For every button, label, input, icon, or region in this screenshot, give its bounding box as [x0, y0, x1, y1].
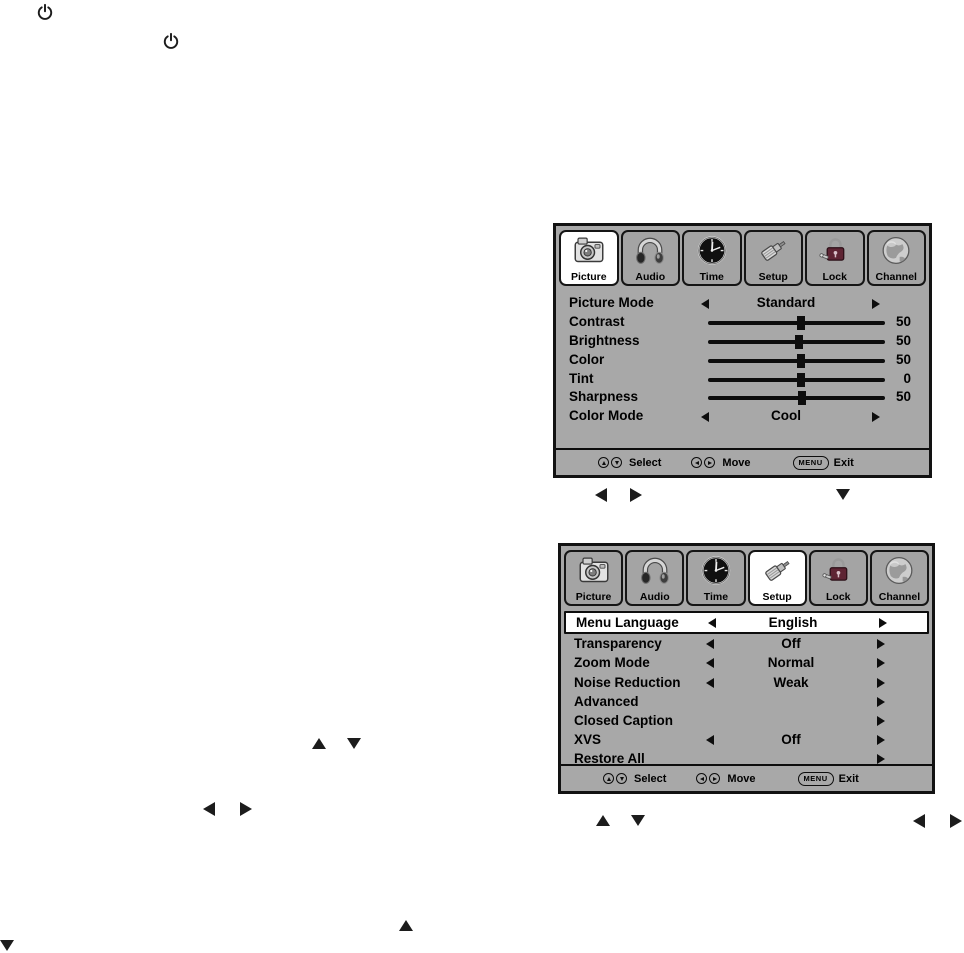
- up-triangle-icon: [312, 738, 326, 749]
- tab-label: Picture: [570, 271, 607, 283]
- row-value: 0: [903, 370, 911, 386]
- row-label: Contrast: [569, 313, 625, 329]
- menu-row-color-mode[interactable]: [556, 407, 929, 426]
- connector-icon: [757, 234, 790, 267]
- left-arrow-icon[interactable]: [708, 618, 716, 628]
- tab-label: Setup: [762, 591, 792, 603]
- menu-row-advanced[interactable]: [561, 692, 932, 711]
- menu-row-brightness[interactable]: [556, 332, 929, 351]
- tab-setup[interactable]: [744, 230, 804, 286]
- menu-row-noise-reduction[interactable]: [561, 673, 932, 692]
- lock-icon: [822, 554, 855, 587]
- row-label: Zoom Mode: [574, 655, 650, 671]
- tab-label: Audio: [639, 591, 670, 603]
- menu-row-transparency[interactable]: [561, 634, 932, 653]
- right-arrow-icon[interactable]: [877, 735, 885, 745]
- left-arrow-icon[interactable]: [706, 658, 714, 668]
- tab-label: Lock: [822, 271, 847, 283]
- right-arrow-icon[interactable]: [872, 299, 880, 309]
- right-arrow-icon[interactable]: [872, 412, 880, 422]
- tab-time[interactable]: [686, 550, 745, 606]
- camera-icon: [577, 554, 610, 587]
- power-icon: [36, 3, 54, 21]
- tab-label: Time: [699, 271, 724, 283]
- right-arrow-icon[interactable]: [877, 658, 885, 668]
- up-circle-icon: [603, 773, 614, 784]
- left-arrow-icon[interactable]: [701, 412, 709, 422]
- down-triangle-icon: [0, 940, 14, 951]
- connector-icon: [761, 554, 794, 587]
- row-label: Sharpness: [569, 389, 639, 405]
- menu-items: [561, 611, 932, 769]
- right-arrow-icon[interactable]: [877, 678, 885, 688]
- menu-row-color[interactable]: [556, 351, 929, 370]
- exit-hint-label: Exit: [833, 456, 854, 469]
- menu-row-xvs[interactable]: [561, 730, 932, 749]
- right-arrow-icon[interactable]: [877, 639, 885, 649]
- right-arrow-icon[interactable]: [877, 697, 885, 707]
- slider-track[interactable]: [708, 340, 885, 344]
- tab-label: Lock: [826, 591, 851, 603]
- setup-menu-screenshot: [558, 543, 935, 794]
- select-hint-label: Select: [634, 772, 667, 785]
- menu-row-picture-mode[interactable]: [556, 294, 929, 313]
- slider-track[interactable]: [708, 359, 885, 363]
- up-triangle-icon: [399, 920, 413, 931]
- tab-channel[interactable]: [870, 550, 929, 606]
- move-hint-label: Move: [722, 456, 751, 469]
- clock-icon: [699, 554, 732, 587]
- left-arrow-icon[interactable]: [706, 639, 714, 649]
- right-arrow-icon[interactable]: [877, 716, 885, 726]
- row-label: Menu Language: [576, 615, 679, 630]
- globe-icon: [883, 554, 916, 587]
- up-circle-icon: [598, 457, 609, 468]
- row-label: Noise Reduction: [574, 674, 681, 690]
- left-circle-icon: [696, 773, 707, 784]
- slider-knob[interactable]: [797, 373, 805, 387]
- globe-icon: [880, 234, 913, 267]
- row-label: Color Mode: [569, 408, 644, 424]
- tab-label: Time: [703, 591, 729, 603]
- row-label: Restore All: [574, 751, 645, 767]
- left-triangle-icon: [203, 802, 215, 816]
- row-value: 50: [895, 389, 911, 405]
- menu-row-zoom-mode[interactable]: [561, 653, 932, 672]
- left-triangle-icon: [595, 488, 607, 502]
- row-label: Color: [569, 351, 605, 367]
- menu-row-tint[interactable]: [556, 370, 929, 389]
- menu-items: [556, 294, 929, 426]
- left-arrow-icon[interactable]: [706, 735, 714, 745]
- tab-picture[interactable]: [559, 230, 619, 286]
- row-value: Weak: [773, 674, 809, 690]
- tab-picture[interactable]: [564, 550, 623, 606]
- menu-hint-bar: [556, 448, 929, 475]
- row-value: 50: [895, 332, 911, 348]
- menu-row-sharpness[interactable]: [556, 388, 929, 407]
- right-arrow-icon[interactable]: [879, 618, 887, 628]
- tab-lock[interactable]: [805, 230, 865, 286]
- tab-label: Channel: [875, 271, 917, 283]
- menu-tab-bar: [561, 546, 932, 606]
- select-hint-label: Select: [629, 456, 662, 469]
- right-arrow-icon[interactable]: [877, 754, 885, 764]
- row-value: Off: [781, 732, 801, 748]
- tab-time[interactable]: [682, 230, 742, 286]
- row-value: Off: [781, 636, 801, 652]
- tab-channel[interactable]: [867, 230, 927, 286]
- lock-icon: [818, 234, 851, 267]
- down-circle-icon: [616, 773, 627, 784]
- row-label: Closed Caption: [574, 712, 674, 728]
- slider-knob[interactable]: [795, 335, 803, 349]
- menu-row-menu-language[interactable]: [564, 611, 929, 634]
- right-triangle-icon: [630, 488, 642, 502]
- down-triangle-icon: [631, 815, 645, 826]
- row-value: Standard: [756, 295, 816, 310]
- headphones-icon: [634, 234, 667, 267]
- row-value: 50: [895, 313, 911, 329]
- tab-label: Audio: [635, 271, 666, 283]
- row-label: XVS: [574, 732, 602, 748]
- slider-knob[interactable]: [798, 391, 806, 405]
- down-triangle-icon: [836, 489, 850, 500]
- menu-row-closed-caption[interactable]: [561, 711, 932, 730]
- tab-label: Setup: [758, 271, 788, 283]
- camera-icon: [572, 234, 605, 267]
- right-triangle-icon: [950, 814, 962, 828]
- row-label: Advanced: [574, 693, 639, 709]
- row-value: Cool: [771, 408, 801, 424]
- row-label: Transparency: [574, 636, 662, 652]
- menu-hint-bar: [561, 764, 932, 791]
- row-label: Tint: [569, 370, 594, 386]
- picture-menu-screenshot: [553, 223, 932, 478]
- left-arrow-icon[interactable]: [706, 678, 714, 688]
- tab-audio[interactable]: [621, 230, 681, 286]
- row-label: Picture Mode: [569, 295, 654, 310]
- slider-track[interactable]: [708, 378, 885, 382]
- tab-label: Channel: [878, 591, 921, 603]
- row-value: Normal: [767, 655, 815, 671]
- left-circle-icon: [691, 457, 702, 468]
- row-value: 50: [895, 351, 911, 367]
- right-circle-icon: [709, 773, 720, 784]
- row-label: Brightness: [569, 332, 640, 348]
- move-hint-label: Move: [727, 772, 756, 785]
- left-arrow-icon[interactable]: [701, 299, 709, 309]
- left-triangle-icon: [913, 814, 925, 828]
- menu-button-pill: MENU: [798, 772, 834, 786]
- row-value: English: [768, 615, 818, 630]
- menu-row-contrast[interactable]: [556, 313, 929, 332]
- up-triangle-icon: [596, 815, 610, 826]
- clock-icon: [695, 234, 728, 267]
- headphones-icon: [638, 554, 671, 587]
- tab-lock[interactable]: [809, 550, 868, 606]
- slider-knob[interactable]: [797, 354, 805, 368]
- slider-track[interactable]: [708, 321, 885, 325]
- tab-label: Picture: [575, 591, 612, 603]
- down-triangle-icon: [347, 738, 361, 749]
- right-circle-icon: [704, 457, 715, 468]
- tab-audio[interactable]: [625, 550, 684, 606]
- down-circle-icon: [611, 457, 622, 468]
- exit-hint-label: Exit: [838, 772, 859, 785]
- menu-button-pill: MENU: [793, 456, 829, 470]
- power-icon: [162, 32, 180, 50]
- menu-tab-bar: [556, 226, 929, 286]
- right-triangle-icon: [240, 802, 252, 816]
- slider-track[interactable]: [708, 396, 885, 400]
- slider-knob[interactable]: [797, 316, 805, 330]
- tab-setup[interactable]: [748, 550, 807, 606]
